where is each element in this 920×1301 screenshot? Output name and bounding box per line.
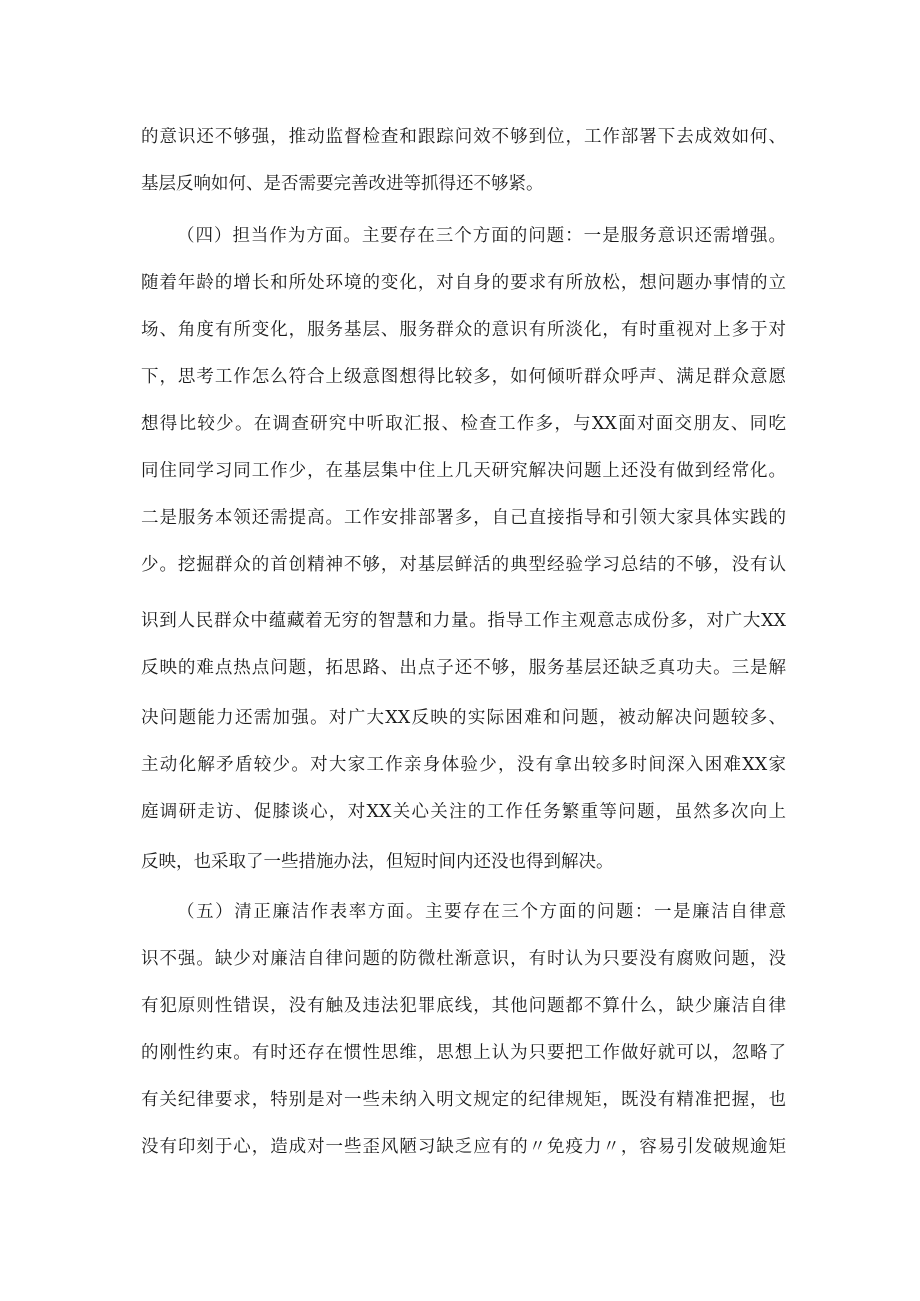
text-line: 主动化解矛盾较少。对大家工作亲身体验少，没有拿出较多时间深入困难XX家 <box>141 755 786 775</box>
text-line: 的意识还不够强，推动监督检查和跟踪问效不够到位，工作部署下去成效如何、 <box>141 127 786 147</box>
text-line: 随着年龄的增长和所处环境的变化，对自身的要求有所放松，想问题办事情的立 <box>141 273 786 293</box>
text-line: 反映的难点热点问题，拓思路、出点子还不够，服务基层还缺乏真功夫。三是解 <box>141 658 786 678</box>
text-line: 少。挖掘群众的首创精神不够，对基层鲜活的典型经验学习总结的不够，没有认 <box>141 555 786 575</box>
section-heading-line: （四）担当作为方面。主要存在三个方面的问题：一是服务意识还需增强。 <box>177 226 786 246</box>
text-line: 有犯原则性错误，没有触及违法犯罪底线，其他问题都不算什么，缺少廉洁自律 <box>141 996 786 1016</box>
text-line: 的刚性约束。有时还存在惯性思维，思想上认为只要把工作做好就可以，忽略了 <box>141 1043 786 1063</box>
text-line: 识不强。缺少对廉洁自律问题的防微杜渐意识，有时认为只要没有腐败问题，没 <box>141 949 786 969</box>
text-line: 决问题能力还需加强。对广大XX反映的实际困难和问题，被动解决问题较多、 <box>141 708 786 728</box>
section-heading-line: （五）清正廉洁作表率方面。主要存在三个方面的问题：一是廉洁自律意 <box>177 902 786 922</box>
text-line: 有关纪律要求，特别是对一些未纳入明文规定的纪律规矩，既没有精准把握，也 <box>141 1090 786 1110</box>
text-line: 二是服务本领还需提高。工作安排部署多，自己直接指导和引领大家具体实践的 <box>141 508 786 528</box>
text-line: 反映，也采取了一些措施办法，但短时间内还没也得到解决。 <box>141 852 614 872</box>
text-line: 基层反响如何、是否需要完善改进等抓得还不够紧。 <box>141 174 544 194</box>
text-line: 庭调研走访、促膝谈心，对XX关心关注的工作任务繁重等问题，虽然多次向上 <box>141 802 786 822</box>
text-line: 场、角度有所变化，服务基层、服务群众的意识有所淡化，有时重视对上多于对 <box>141 320 786 340</box>
text-line: 同住同学习同工作少，在基层集中住上几天研究解决问题上还没有做到经常化。 <box>141 461 786 481</box>
text-line: 下，思考工作怎么符合上级意图想得比较多，如何倾听群众呼声、满足群众意愿 <box>141 367 786 387</box>
text-line: 识到人民群众中蕴藏着无穷的智慧和力量。指导工作主观意志成份多，对广大XX <box>141 611 786 631</box>
text-line: 想得比较少。在调查研究中听取汇报、检查工作多，与XX面对面交朋友、同吃 <box>141 414 786 434</box>
text-line: 没有印刻于心，造成对一些歪风陋习缺乏应有的〃免疫力〃，容易引发破规逾矩 <box>141 1137 786 1157</box>
